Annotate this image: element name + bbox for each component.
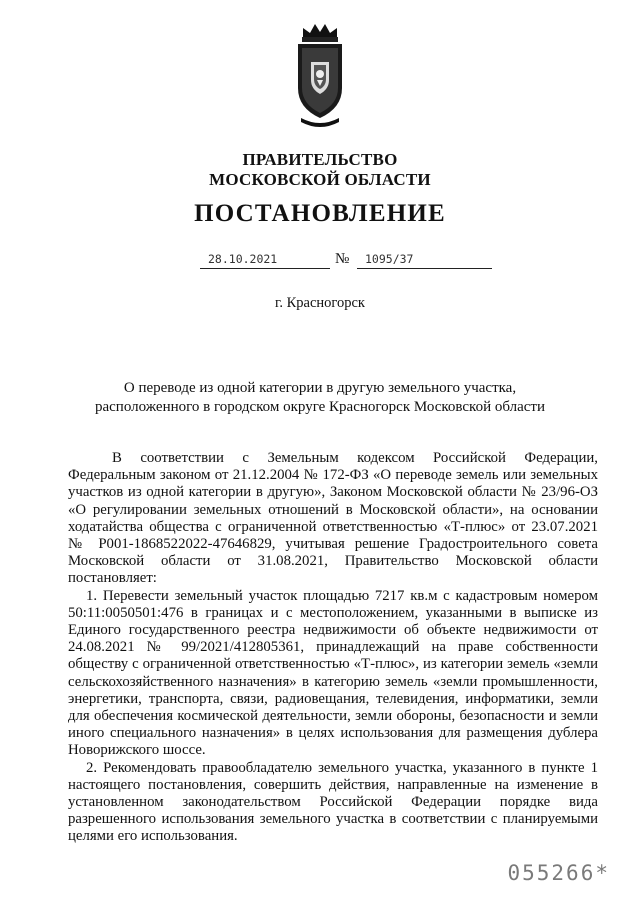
document-body (68, 450, 598, 846)
document-subject (0, 379, 640, 417)
number-sign: № (335, 251, 350, 267)
clause-1-paragraph: 1. Перевести земельный участок площадью 7217 кв.м с кадастровым номером 50:11:0050501:476 в границах и с местоположением, указанными в выписке из Единого государственного реестра недвижимости об объекте недвижимости от 24.08.2021 № 99/2021/412805361, принадлежащий на праве собственности обществу с ограниченной ответственностью «Т-плюс», из категории земель «земли сельскохозяйственного назначения» в категорию земель «земли промышленности, энергетики, транспорта, связи, радиовещания, телевидения, информатики, земли для обеспечения космической деятельности, земли обороны, безопасности и земли иного специального назначения» в целях использования для размещения дублера Новорижского шоссе. (68, 587, 598, 759)
subject-line-1: О переводе из одной категории в другую земельного участка, (123, 380, 517, 396)
date-number-line (0, 249, 640, 273)
serial-number-stamp: 055266* (507, 861, 610, 885)
organization-name-line-2: МОСКОВСКОЙ ОБЛАСТИ (209, 170, 431, 189)
date-underline (200, 268, 330, 269)
number-underline (357, 268, 492, 269)
city-name: г. Красногорск (275, 295, 365, 311)
clause-2-paragraph: 2. Рекомендовать правообладателю земельного участка, указанного в пункте 1 настоящего постановления, совершить действия, направленные на изменение в установленном законодательством Российской Федерации порядке вида разрешенного использования земельного участка в соответствии с планируемыми целями его использования. (68, 759, 598, 845)
document-number: 1095/37 (365, 252, 414, 266)
coat-of-arms-icon (293, 22, 347, 134)
subject-line-2: расположенного в городском округе Красногорск Московской области (94, 399, 545, 415)
preamble-paragraph: В соответствии с Земельным кодексом Российской Федерации, Федеральным законом от 21.12.2004 № 172-ФЗ «О переводе земель или земельных участков из одной категории в другую», Законом Московской области № 23/96-ОЗ «О регулировании земельных отношений в Московской области», на основании ходатайства общества с ограниченной ответственностью «Т-плюс» от 23.07.2021 № Р001-1868522022-47646829, учитывая решение Градостроительного совета Московской области от 31.08.2021, Правительство Московской области постановляет: (68, 450, 598, 587)
document-date: 28.10.2021 (208, 252, 278, 266)
organization-name-line-1: ПРАВИТЕЛЬСТВО (242, 150, 398, 169)
document-type-title: ПОСТАНОВЛЕНИЕ (194, 200, 446, 227)
